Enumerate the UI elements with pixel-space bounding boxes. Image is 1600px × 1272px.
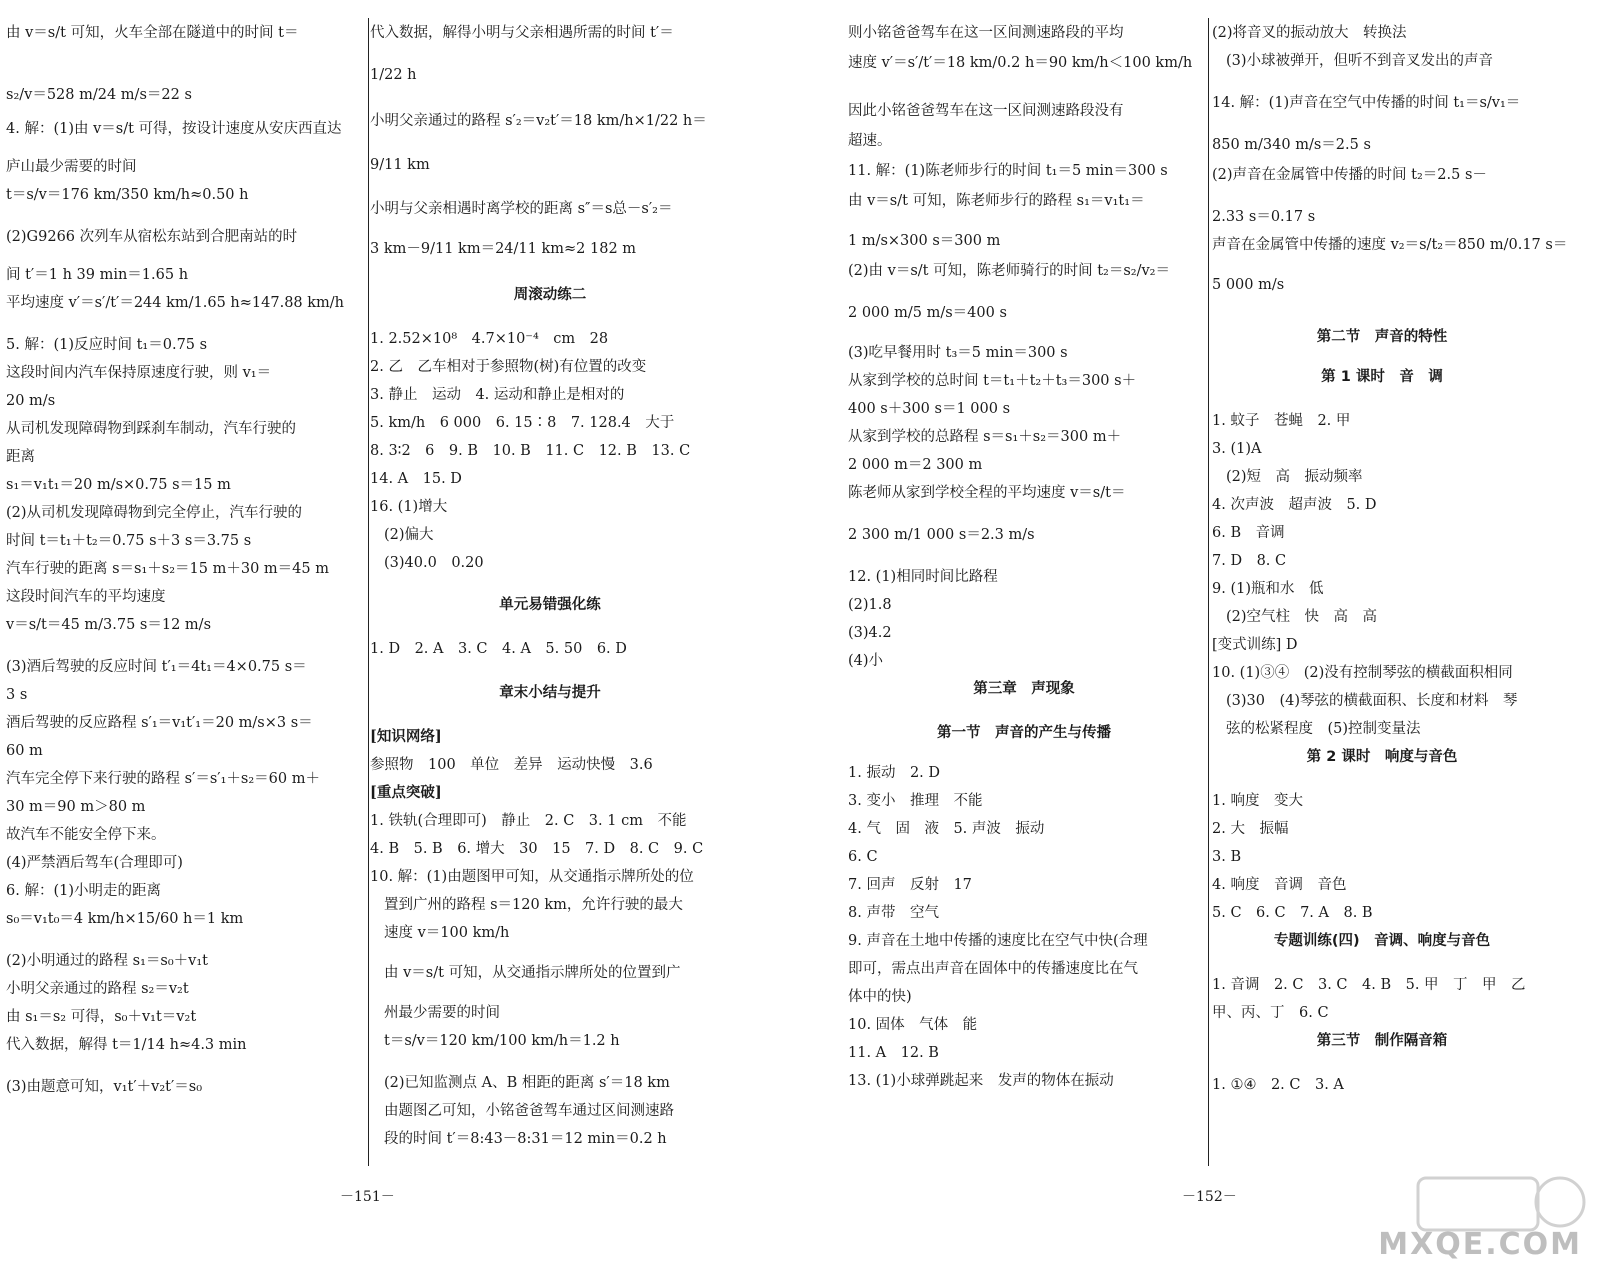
- text-line: 11. A 12. B: [848, 1045, 939, 1061]
- text-line: 4. 解：(1)由 v＝s/t 可得，按设计速度从安庆西直达: [6, 121, 342, 137]
- text-line: (3)由题意可知，v₁t′＋v₂t′＝s₀: [6, 1079, 203, 1095]
- text-line: 由题图乙可知，小铭爸爸驾车通过区间测速路: [384, 1103, 674, 1119]
- text-line: 小明与父亲相遇时离学校的距离 s″＝s总－s′₂＝: [370, 201, 673, 217]
- text-line: (3)吃早餐用时 t₃＝5 min＝300 s: [848, 345, 1068, 361]
- text-line: 由 v＝s/t 可知，从交通指示牌所处的位置到广: [384, 965, 681, 981]
- text-line: 10. (1)③④ (2)没有控制琴弦的横截面积相同: [1212, 665, 1513, 681]
- text-line: 则小铭爸爸驾车在这一区间测速路段的平均: [848, 25, 1124, 41]
- text-line: [变式训练] D: [1212, 637, 1298, 653]
- text-line: 平均速度 v′＝s′/t′＝244 km/1.65 h≈147.88 km/h: [6, 295, 345, 311]
- text-line: (3)酒后驾驶的反应时间 t′₁＝4t₁＝4×0.75 s＝: [6, 659, 307, 675]
- text-line: 1. D 2. A 3. C 4. A 5. 50 6. D: [370, 641, 627, 657]
- text-line: 小明父亲通过的路程 s₂＝v₂t: [6, 981, 189, 997]
- text-line: (3)40.0 0.20: [384, 555, 484, 571]
- watermark-text: MXQE.COM: [1378, 1227, 1582, 1262]
- text-line: 时间 t＝t₁＋t₂＝0.75 s＋3 s＝3.75 s: [6, 533, 252, 549]
- section-heading: 第一节 声音的产生与传播: [937, 725, 1111, 741]
- text-line: 间 t′＝1 h 39 min＝1.65 h: [6, 267, 189, 283]
- text-line: 段的时间 t′＝8:43－8:31＝12 min＝0.2 h: [384, 1131, 667, 1147]
- text-line: 甲、丙、丁 6. C: [1212, 1005, 1329, 1021]
- text-line: (2)由 v＝s/t 可知，陈老师骑行的时间 t₂＝s₂/v₂＝: [848, 263, 1170, 279]
- text-line: 距离: [6, 449, 35, 465]
- text-line: 由 s₁＝s₂ 可得，s₀＋v₁t＝v₂t: [6, 1009, 197, 1025]
- text-line: 16. (1)增大: [370, 499, 448, 515]
- text-line: 8. 声带 空气: [848, 905, 939, 921]
- text-line: 1. 铁轨(合理即可) 静止 2. C 3. 1 cm 不能: [370, 813, 687, 829]
- text-line: 4. 次声波 超声波 5. D: [1212, 497, 1377, 513]
- section-heading: 章末小结与提升: [499, 685, 601, 701]
- text-line: 代入数据，解得 t＝1/14 h≈4.3 min: [6, 1037, 247, 1053]
- text-line: 3. (1)A: [1212, 441, 1262, 457]
- section-heading: 第 2 课时 响度与音色: [1306, 749, 1458, 765]
- text-line: 30 m＝90 m＞80 m: [6, 799, 146, 815]
- text-line: 小明父亲通过的路程 s′₂＝v₂t′＝18 km/h×1/22 h＝: [370, 113, 707, 129]
- text-line: 2. 大 振幅: [1212, 821, 1289, 837]
- text-line: 850 m/340 m/s＝2.5 s: [1212, 137, 1371, 153]
- text-line: 6. B 音调: [1212, 525, 1285, 541]
- text-line: 1 m/s×300 s＝300 m: [848, 233, 1001, 249]
- text-line: 5 000 m/s: [1212, 277, 1285, 293]
- text-line: (2)空气柱 快 高 高: [1226, 609, 1378, 625]
- text-line: 庐山最少需要的时间: [6, 159, 137, 175]
- page-number: －152－: [1182, 1189, 1237, 1205]
- text-line: 1. 音调 2. C 3. C 4. B 5. 甲 丁 甲 乙: [1212, 977, 1526, 993]
- text-line: 20 m/s: [6, 393, 56, 409]
- text-line: 速度 v＝100 km/h: [384, 925, 510, 941]
- text-line: 4. B 5. B 6. 增大 30 15 7. D 8. C 9. C: [370, 841, 704, 857]
- text-line: (2)偏大: [384, 527, 434, 543]
- text-line: 14. A 15. D: [370, 471, 462, 487]
- text-line: t＝s/v＝176 km/350 km/h≈0.50 h: [6, 187, 249, 203]
- text-line: 这段时间汽车的平均速度: [6, 589, 166, 605]
- text-line: 13. (1)小球弹跳起来 发声的物体在振动: [848, 1073, 1114, 1089]
- page-number: －151－: [340, 1189, 395, 1205]
- text-line: 2 000 m＝2 300 m: [848, 457, 983, 473]
- text-line: (2)G9266 次列车从宿松东站到合肥南站的时: [6, 229, 298, 245]
- text-line: 超速。: [848, 133, 892, 149]
- text-line: (2)小明通过的路程 s₁＝s₀＋v₁t: [6, 953, 208, 969]
- text-line: 3. 静止 运动 4. 运动和静止是相对的: [370, 387, 625, 403]
- text-line: 置到广州的路程 s＝120 km，允许行驶的最大: [384, 897, 683, 913]
- text-line: s₀＝v₁t₀＝4 km/h×15/60 h＝1 km: [6, 911, 244, 927]
- text-line: v＝s/t＝45 m/3.75 s＝12 m/s: [6, 617, 212, 633]
- text-line: 声音在金属管中传播的速度 v₂＝s/t₂＝850 m/0.17 s＝: [1212, 237, 1568, 253]
- text-line: 弦的松紧程度 (5)控制变量法: [1226, 721, 1421, 737]
- text-line: (4)小: [848, 653, 884, 669]
- text-line: 2.33 s＝0.17 s: [1212, 209, 1316, 225]
- text-line: 1. 蚊子 苍蝇 2. 甲: [1212, 413, 1351, 429]
- text-line: 8. 3∶2 6 9. B 10. B 11. C 12. B 13. C: [370, 443, 691, 459]
- text-line: 1. ①④ 2. C 3. A: [1212, 1077, 1344, 1093]
- text-line: 6. C: [848, 849, 878, 865]
- text-line: 6. 解：(1)小明走的距离: [6, 883, 161, 899]
- text-line: 速度 v′＝s′/t′＝18 km/0.2 h＝90 km/h＜100 km/h: [848, 55, 1193, 71]
- text-line: 7. D 8. C: [1212, 553, 1287, 569]
- right-page: [830, 0, 1600, 1272]
- text-line: 14. 解：(1)声音在空气中传播的时间 t₁＝s/v₁＝: [1212, 95, 1521, 111]
- text-line: 由 v＝s/t 可知，火车全部在隧道中的时间 t＝: [6, 25, 299, 41]
- text-line: 3 s: [6, 687, 28, 703]
- section-heading: 周滚动练二: [513, 287, 587, 303]
- text-line: 1. 2.52×10⁸ 4.7×10⁻⁴ cm 28: [370, 331, 609, 347]
- text-line: (2)声音在金属管中传播的时间 t₂＝2.5 s－: [1212, 167, 1487, 183]
- text-line: 由 v＝s/t 可知，陈老师步行的路程 s₁＝v₁t₁＝: [848, 193, 1145, 209]
- text-line: 从家到学校的总路程 s＝s₁＋s₂＝300 m＋: [848, 429, 1122, 445]
- text-line: 汽车完全停下来行驶的路程 s′＝s′₁＋s₂＝60 m＋: [6, 771, 320, 787]
- text-line: (2)将音叉的振动放大 转换法: [1212, 25, 1407, 41]
- text-line: 1. 响度 变大: [1212, 793, 1303, 809]
- text-line: 从司机发现障碍物到踩刹车制动，汽车行驶的: [6, 421, 296, 437]
- left-page: [0, 0, 780, 1272]
- text-line: (3)小球被弹开，但听不到音叉发出的声音: [1226, 53, 1494, 69]
- text-line: 60 m: [6, 743, 43, 759]
- text-line: 陈老师从家到学校全程的平均速度 v＝s/t＝: [848, 485, 1126, 501]
- text-line: [知识网络]: [370, 728, 442, 745]
- text-line: 5. km/h 6 000 6. 15∶8 7. 128.4 大于: [370, 415, 675, 431]
- section-heading: 第三节 制作隔音箱: [1316, 1033, 1448, 1049]
- text-line: s₁＝v₁t₁＝20 m/s×0.75 s＝15 m: [6, 477, 231, 493]
- text-line: 1. 振动 2. D: [848, 765, 941, 781]
- text-line: 9. (1)瓶和水 低: [1212, 581, 1324, 597]
- text-line: (3)4.2: [848, 625, 892, 641]
- text-line: 12. (1)相同时间比路程: [848, 569, 998, 585]
- text-line: 2 300 m/1 000 s＝2.3 m/s: [848, 527, 1035, 543]
- text-line: 从家到学校的总时间 t＝t₁＋t₂＋t₃＝300 s＋: [848, 373, 1137, 389]
- text-line: 即可，需点出声音在固体中的传播速度比在气: [848, 961, 1138, 977]
- text-line: 3. 变小 推理 不能: [848, 793, 983, 809]
- text-line: 3 km－9/11 km＝24/11 km≈2 182 m: [370, 241, 637, 257]
- text-line: 酒后驾驶的反应路程 s′₁＝v₁t′₁＝20 m/s×3 s＝: [6, 715, 313, 731]
- section-heading: 第二节 声音的特性: [1316, 329, 1448, 345]
- text-line: 9. 声音在土地中传播的速度比在空气中快(合理: [848, 933, 1148, 949]
- text-line: (2)短 高 振动频率: [1226, 469, 1363, 485]
- text-line: 州最少需要的时间: [384, 1005, 500, 1021]
- text-line: 7. 回声 反射 17: [848, 877, 972, 893]
- text-line: 5. 解：(1)反应时间 t₁＝0.75 s: [6, 337, 208, 353]
- section-heading: 专题训练(四) 音调、响度与音色: [1273, 933, 1491, 949]
- text-line: [重点突破]: [370, 784, 442, 801]
- text-line: 10. 固体 气体 能: [848, 1017, 978, 1033]
- text-line: 4. 气 固 液 5. 声波 振动: [848, 821, 1045, 837]
- text-line: 11. 解：(1)陈老师步行的时间 t₁＝5 min＝300 s: [848, 163, 1168, 179]
- column-divider: [368, 18, 369, 1166]
- text-line: 代入数据，解得小明与父亲相遇所需的时间 t′＝: [370, 25, 674, 41]
- text-line: 体中的快): [848, 989, 912, 1005]
- text-line: (4)严禁酒后驾车(合理即可): [6, 855, 183, 871]
- column-divider: [1208, 18, 1209, 1166]
- text-line: 2. 乙 乙车相对于参照物(树)有位置的改变: [370, 359, 647, 375]
- text-line: 参照物 100 单位 差异 运动快慢 3.6: [370, 757, 653, 773]
- text-line: (2)从司机发现障碍物到完全停止，汽车行驶的: [6, 505, 303, 521]
- text-line: 故汽车不能安全停下来。: [6, 827, 166, 843]
- section-heading: 第三章 声现象: [973, 681, 1075, 697]
- text-line: s₂/v＝528 m/24 m/s＝22 s: [6, 87, 192, 103]
- section-heading: 第 1 课时 音 调: [1321, 369, 1443, 385]
- text-line: 1/22 h: [370, 67, 417, 83]
- text-line: 因此小铭爸爸驾车在这一区间测速路段没有: [848, 103, 1124, 119]
- text-line: (2)1.8: [848, 597, 892, 613]
- text-line: (2)已知监测点 A、B 相距的距离 s′＝18 km: [384, 1075, 670, 1091]
- text-line: 4. 响度 音调 音色: [1212, 877, 1347, 893]
- section-heading: 单元易错强化练: [499, 597, 601, 613]
- text-line: 400 s＋300 s＝1 000 s: [848, 401, 1011, 417]
- text-line: 5. C 6. C 7. A 8. B: [1212, 905, 1373, 921]
- text-line: 10. 解：(1)由题图甲可知，从交通指示牌所处的位: [370, 869, 694, 885]
- text-line: 3. B: [1212, 849, 1242, 865]
- text-line: 汽车行驶的距离 s＝s₁＋s₂＝15 m＋30 m＝45 m: [6, 561, 329, 577]
- text-line: 2 000 m/5 m/s＝400 s: [848, 305, 1007, 321]
- text-line: 这段时间内汽车保持原速度行驶，则 v₁＝: [6, 365, 272, 381]
- text-line: 9/11 km: [370, 157, 430, 173]
- text-line: t＝s/v＝120 km/100 km/h＝1.2 h: [384, 1033, 620, 1049]
- text-line: (3)30 (4)琴弦的横截面积、长度和材料 琴: [1226, 693, 1518, 709]
